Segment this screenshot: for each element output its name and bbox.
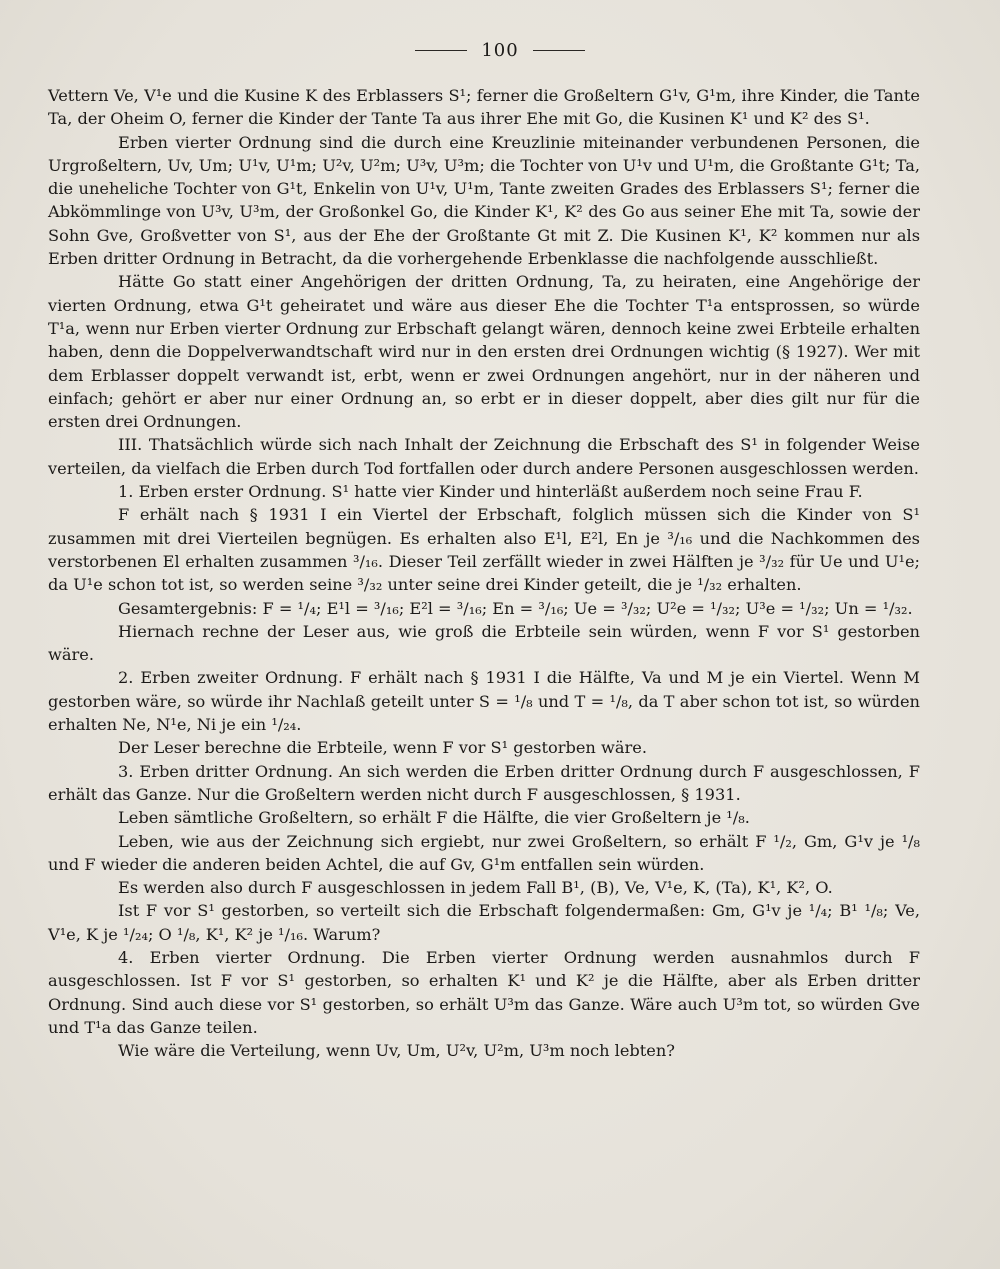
- section-paragraph: III. Thatsächlich würde sich nach Inhalt der Zeichnung die Erbschaft des S¹ in folgender Weise verteilen, da vielfach die Erben durch Tod fortfallen oder durch andere Personen ausgeschlossen werden.: [48, 435, 920, 478]
- paragraph: Hiernach rechne der Leser aus, wie groß die Erbteile sein würden, wenn F vor S¹ gestorben wäre.: [48, 621, 920, 665]
- subsection-paragraph: 2. Erben zweiter Ordnung. F erhält nach § 1931 I die Hälfte, Va und M je ein Viertel. Wenn M gestorben wäre, so würde ihr Nachlaß geteilt unter S = ¹/₈ und T = ¹/₈, da T aber schon tot ist, so würden erhalten Ne, N¹e, Ni je ein ¹/₂₄.: [48, 668, 920, 735]
- paragraph: Leben, wie aus der Zeichnung sich ergiebt, nur zwei Großeltern, so erhält F ¹/₂, Gm, G¹v je ¹/₈ und F wieder die anderen beiden Achtel, die auf Gv, G¹m entfallen sein würden.: [48, 831, 920, 874]
- header-rule-right: [533, 50, 585, 51]
- paragraph: Der Leser berechne die Erbteile, wenn F vor S¹ gestorben wäre.: [118, 738, 647, 758]
- subsection-paragraph: 1. Erben erster Ordnung. S¹ hatte vier Kinder und hinterläßt außerdem noch seine Frau F.: [118, 482, 863, 502]
- paragraph: Hätte Go statt einer Angehörigen der dritten Ordnung, Ta, zu heiraten, eine Angehörige der vierten Ordnung, etwa G¹t geheiratet und wäre aus dieser Ehe die Tochter T¹a entsprossen, so würde T¹a, wenn nur Erben vierter Ordnung zur Erbschaft gelangt wären, dennoch keine zwei Erbteile erhalten haben, denn die Doppelverwandtschaft wird nur in den ersten drei Ordnungen wichtig (§ 1927). Wer mit dem Erblasser doppelt verwandt ist, erbt, wenn er zwei Ordnungen angehört, nur in der näheren und einfach; gehört er aber nur einer Ordnung an, so erbt er in dieser doppelt, aber dies gilt nur für die ersten drei Ordnungen.: [48, 272, 920, 432]
- paragraph: Gesamtergebnis: F = ¹/₄; E¹l = ³/₁₆; E²l = ³/₁₆; En = ³/₁₆; Ue = ³/₃₂; U²e = ¹/₃₂; U³e = ¹/₃₂; Un = ¹/₃₂.: [118, 598, 913, 618]
- paragraph: Leben sämtliche Großeltern, so erhält F die Hälfte, die vier Großeltern je ¹/₈.: [118, 808, 750, 828]
- paragraph: F erhält nach § 1931 I ein Viertel der Erbschaft, folglich müssen sich die Kinder von S¹ zusammen mit drei Vierteilen begnügen. Es erhalten also E¹l, E²l, En je ³/₁₆ und die Nachkommen des verstorbenen El erhalten zusammen ³/₁₆. Dieser Teil zerfällt wieder in zwei Hälften je ³/₃₂ für Ue und U¹e; da U¹e schon tot ist, so werden seine ³/₃₂ unter seine drei Kinder geteilt, die je ¹/₃₂ erhalten.: [48, 505, 920, 595]
- subsection-paragraph: 3. Erben dritter Ordnung. An sich werden die Erben dritter Ordnung durch F ausgeschlossen, F erhält das Ganze. Nur die Großeltern werden nicht durch F ausgeschlossen, § 1931.: [48, 761, 920, 804]
- header-rule-left: [415, 50, 467, 51]
- paragraph: Es werden also durch F ausgeschlossen in jedem Fall B¹, (B), Ve, V¹e, K, (Ta), K¹, K², O.: [118, 878, 833, 898]
- subsection-paragraph: 4. Erben vierter Ordnung. Die Erben vierter Ordnung werden ausnahmlos durch F ausgeschlossen. Ist F vor S¹ gestorben, so erhalten K¹ und K² je die Hälfte, aber als Erben dritter Ordnung. Sind auch diese vor S¹ gestorben, so erhält U³m das Ganze. Wäre auch U³m tot, so würden Gve und T¹a das Ganze teilen.: [48, 947, 920, 1037]
- paragraph: Wie wäre die Verteilung, wenn Uv, Um, U²v, U²m, U³m noch lebten?: [118, 1041, 675, 1061]
- page-header: [0, 40, 1000, 61]
- body-text: [48, 84, 920, 1062]
- paragraph: Erben vierter Ordnung sind die durch eine Kreuzlinie miteinander verbundenen Personen, die Urgroßeltern, Uv, Um; U¹v, U¹m; U²v, U²m; U³v, U³m; die Tochter von U¹v und U¹m, die Großtante G¹t; Ta, die uneheliche Tochter von G¹t, Enkelin von U¹v, U¹m, Tante zweiten Grades des Erblassers S¹; ferner die Abkömmlinge von U³v, U³m, der Großonkel Go, die Kinder K¹, K² des Go aus seiner Ehe mit Ta, sowie der Sohn Gve, Großvetter von S¹, aus der Ehe der Großtante Gt mit Z. Die Kusinen K¹, K² kommen nur als Erben dritter Ordnung in Betracht, da die vorhergehende Erbenklasse die nachfolgende ausschließt.: [48, 132, 920, 269]
- paragraph: Ist F vor S¹ gestorben, so verteilt sich die Erbschaft folgendermaßen: Gm, G¹v je ¹/₄; B¹ ¹/₈; Ve, V¹e, K je ¹/₂₄; O ¹/₈, K¹, K² je ¹/₁₆. Warum?: [48, 901, 920, 944]
- page-number: 100: [481, 40, 519, 61]
- paragraph: Vettern Ve, V¹e und die Kusine K des Erblassers S¹; ferner die Großeltern G¹v, G¹m, ihre Kinder, die Tante Ta, der Oheim O, ferner die Kinder der Tante Ta aus ihrer Ehe mit Go, die Kusinen K¹ und K² des S¹.: [48, 86, 920, 129]
